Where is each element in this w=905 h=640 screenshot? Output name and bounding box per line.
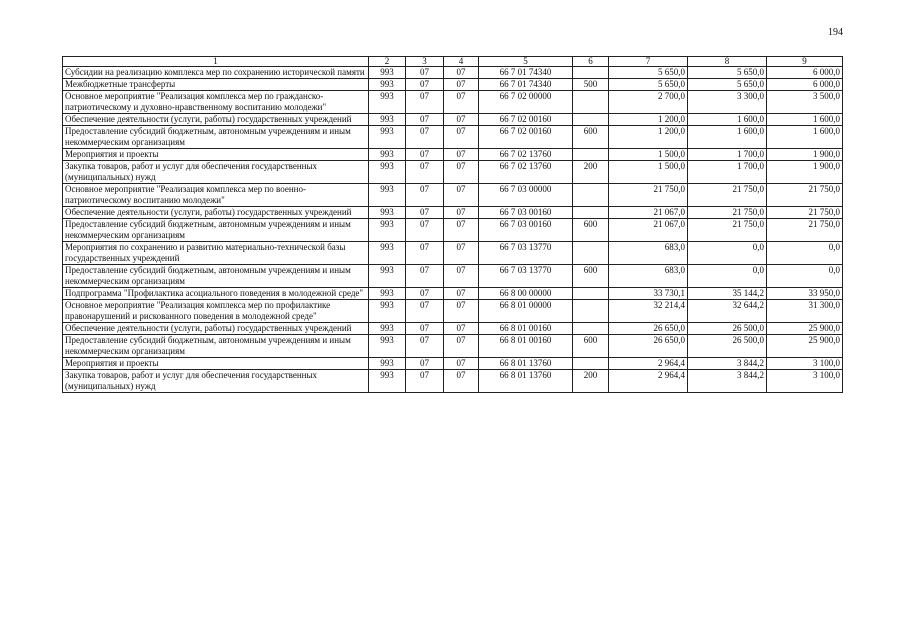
- expense-type-cell: [573, 184, 609, 207]
- amount-col7-cell: 1 200,0: [609, 114, 688, 126]
- target-article-cell: 66 8 01 00160: [479, 335, 573, 358]
- expense-type-cell: 200: [573, 370, 609, 393]
- expense-type-cell: 200: [573, 161, 609, 184]
- amount-col7-cell: 21 067,0: [609, 219, 688, 242]
- amount-col8-cell: 1 600,0: [688, 126, 767, 149]
- section-code-cell: 07: [406, 207, 444, 219]
- amount-col7-cell: 32 214,4: [609, 300, 688, 323]
- table-row: [63, 370, 843, 393]
- amount-col9-cell: 1 900,0: [767, 149, 843, 161]
- header-cell: 5: [479, 57, 573, 67]
- amount-col7-cell: 5 650,0: [609, 79, 688, 91]
- expense-type-cell: [573, 67, 609, 79]
- row-name-cell: Основное мероприятие "Реализация комплекса мер по военно-патриотическому воспитанию молодежи": [63, 184, 369, 207]
- amount-col9-cell: 0,0: [767, 265, 843, 288]
- target-article-cell: 66 8 00 00000: [479, 288, 573, 300]
- budget-table: [62, 56, 843, 393]
- target-article-cell: 66 7 02 00160: [479, 126, 573, 149]
- row-name-cell: Обеспечение деятельности (услуги, работы) государственных учреждений: [63, 114, 369, 126]
- amount-col8-cell: 3 300,0: [688, 91, 767, 114]
- subsection-code-cell: 07: [444, 207, 479, 219]
- section-code-cell: 07: [406, 161, 444, 184]
- ministry-code-cell: 993: [369, 149, 406, 161]
- subsection-code-cell: 07: [444, 219, 479, 242]
- section-code-cell: 07: [406, 242, 444, 265]
- ministry-code-cell: 993: [369, 370, 406, 393]
- table-row: [63, 67, 843, 79]
- header-cell: 7: [609, 57, 688, 67]
- amount-col7-cell: 683,0: [609, 242, 688, 265]
- ministry-code-cell: 993: [369, 265, 406, 288]
- amount-col7-cell: 683,0: [609, 265, 688, 288]
- section-code-cell: 07: [406, 370, 444, 393]
- ministry-code-cell: 993: [369, 335, 406, 358]
- amount-col7-cell: 1 500,0: [609, 149, 688, 161]
- amount-col9-cell: 0,0: [767, 242, 843, 265]
- subsection-code-cell: 07: [444, 149, 479, 161]
- expense-type-cell: [573, 91, 609, 114]
- amount-col8-cell: 0,0: [688, 242, 767, 265]
- subsection-code-cell: 07: [444, 67, 479, 79]
- section-code-cell: 07: [406, 335, 444, 358]
- amount-col7-cell: 2 964,4: [609, 370, 688, 393]
- ministry-code-cell: 993: [369, 67, 406, 79]
- amount-col9-cell: 3 100,0: [767, 370, 843, 393]
- target-article-cell: 66 7 02 13760: [479, 161, 573, 184]
- amount-col9-cell: 25 900,0: [767, 335, 843, 358]
- amount-col8-cell: 1 600,0: [688, 114, 767, 126]
- amount-col7-cell: 21 750,0: [609, 184, 688, 207]
- section-code-cell: 07: [406, 184, 444, 207]
- ministry-code-cell: 993: [369, 161, 406, 184]
- amount-col8-cell: 26 500,0: [688, 323, 767, 335]
- subsection-code-cell: 07: [444, 370, 479, 393]
- ministry-code-cell: 993: [369, 79, 406, 91]
- row-name-cell: Основное мероприятие "Реализация комплекса мер по гражданско-патриотическому и духовно-нравственному воспитанию молодежи": [63, 91, 369, 114]
- table-row: [63, 288, 843, 300]
- amount-col8-cell: 3 844,2: [688, 358, 767, 370]
- amount-col8-cell: 3 844,2: [688, 370, 767, 393]
- subsection-code-cell: 07: [444, 300, 479, 323]
- amount-col9-cell: 1 600,0: [767, 114, 843, 126]
- header-cell: 3: [406, 57, 444, 67]
- row-name-cell: Предоставление субсидий бюджетным, автономным учреждениям и иным некоммерческим организациям: [63, 126, 369, 149]
- amount-col9-cell: 3 100,0: [767, 358, 843, 370]
- row-name-cell: Предоставление субсидий бюджетным, автономным учреждениям и иным некоммерческим организациям: [63, 265, 369, 288]
- ministry-code-cell: 993: [369, 184, 406, 207]
- subsection-code-cell: 07: [444, 161, 479, 184]
- row-name-cell: Подпрограмма "Профилактика асоциального поведения в молодежной среде": [63, 288, 369, 300]
- section-code-cell: 07: [406, 323, 444, 335]
- row-name-cell: Закупка товаров, работ и услуг для обеспечения государственных (муниципальных) нужд: [63, 161, 369, 184]
- row-name-cell: Предоставление субсидий бюджетным, автономным учреждениям и иным некоммерческим организациям: [63, 335, 369, 358]
- header-cell: 1: [63, 57, 369, 67]
- amount-col8-cell: 1 700,0: [688, 149, 767, 161]
- amount-col9-cell: 1 600,0: [767, 126, 843, 149]
- row-name-cell: Основное мероприятие "Реализация комплекса мер по профилактике правонарушений и рискованного поведения в молодежной среде": [63, 300, 369, 323]
- subsection-code-cell: 07: [444, 114, 479, 126]
- amount-col7-cell: 5 650,0: [609, 67, 688, 79]
- target-article-cell: 66 7 03 13770: [479, 265, 573, 288]
- table-row: [63, 126, 843, 149]
- target-article-cell: 66 7 02 00160: [479, 114, 573, 126]
- table-body: [63, 67, 843, 393]
- ministry-code-cell: 993: [369, 358, 406, 370]
- section-code-cell: 07: [406, 91, 444, 114]
- table-row: [63, 184, 843, 207]
- subsection-code-cell: 07: [444, 265, 479, 288]
- ministry-code-cell: 993: [369, 114, 406, 126]
- table-row: [63, 323, 843, 335]
- expense-type-cell: 500: [573, 79, 609, 91]
- section-code-cell: 07: [406, 300, 444, 323]
- amount-col9-cell: 31 300,0: [767, 300, 843, 323]
- table-row: [63, 219, 843, 242]
- amount-col7-cell: 2 700,0: [609, 91, 688, 114]
- target-article-cell: 66 7 03 13770: [479, 242, 573, 265]
- amount-col7-cell: 33 730,1: [609, 288, 688, 300]
- amount-col8-cell: 0,0: [688, 265, 767, 288]
- table-row: [63, 335, 843, 358]
- ministry-code-cell: 993: [369, 207, 406, 219]
- table-row: [63, 358, 843, 370]
- table-row: [63, 91, 843, 114]
- amount-col8-cell: 26 500,0: [688, 335, 767, 358]
- amount-col9-cell: 21 750,0: [767, 207, 843, 219]
- table-row: [63, 114, 843, 126]
- amount-col7-cell: 21 067,0: [609, 207, 688, 219]
- section-code-cell: 07: [406, 114, 444, 126]
- ministry-code-cell: 993: [369, 91, 406, 114]
- row-name-cell: Закупка товаров, работ и услуг для обеспечения государственных (муниципальных) нужд: [63, 370, 369, 393]
- expense-type-cell: [573, 149, 609, 161]
- expense-type-cell: [573, 242, 609, 265]
- amount-col8-cell: 32 644,2: [688, 300, 767, 323]
- subsection-code-cell: 07: [444, 184, 479, 207]
- expense-type-cell: [573, 300, 609, 323]
- amount-col9-cell: 6 000,0: [767, 79, 843, 91]
- amount-col9-cell: 33 950,0: [767, 288, 843, 300]
- row-name-cell: Субсидии на реализацию комплекса мер по сохранению исторической памяти: [63, 67, 369, 79]
- header-cell: 9: [767, 57, 843, 67]
- ministry-code-cell: 993: [369, 219, 406, 242]
- amount-col8-cell: 21 750,0: [688, 207, 767, 219]
- header-cell: 8: [688, 57, 767, 67]
- amount-col9-cell: 21 750,0: [767, 219, 843, 242]
- amount-col8-cell: 35 144,2: [688, 288, 767, 300]
- amount-col8-cell: 21 750,0: [688, 184, 767, 207]
- section-code-cell: 07: [406, 67, 444, 79]
- amount-col9-cell: 6 000,0: [767, 67, 843, 79]
- section-code-cell: 07: [406, 149, 444, 161]
- table-row: [63, 161, 843, 184]
- row-name-cell: Мероприятия по сохранению и развитию материально-технической базы государственных учреждений: [63, 242, 369, 265]
- subsection-code-cell: 07: [444, 79, 479, 91]
- ministry-code-cell: 993: [369, 288, 406, 300]
- amount-col8-cell: 5 650,0: [688, 67, 767, 79]
- amount-col9-cell: 3 500,0: [767, 91, 843, 114]
- expense-type-cell: [573, 323, 609, 335]
- row-name-cell: Предоставление субсидий бюджетным, автономным учреждениям и иным некоммерческим организациям: [63, 219, 369, 242]
- amount-col8-cell: 21 750,0: [688, 219, 767, 242]
- amount-col7-cell: 2 964,4: [609, 358, 688, 370]
- header-cell: 2: [369, 57, 406, 67]
- subsection-code-cell: 07: [444, 335, 479, 358]
- target-article-cell: 66 7 03 00160: [479, 219, 573, 242]
- subsection-code-cell: 07: [444, 358, 479, 370]
- subsection-code-cell: 07: [444, 288, 479, 300]
- table-row: [63, 265, 843, 288]
- ministry-code-cell: 993: [369, 126, 406, 149]
- header-row: [63, 57, 843, 67]
- table-row: [63, 300, 843, 323]
- expense-type-cell: [573, 114, 609, 126]
- section-code-cell: 07: [406, 288, 444, 300]
- amount-col9-cell: 25 900,0: [767, 323, 843, 335]
- amount-col7-cell: 1 200,0: [609, 126, 688, 149]
- ministry-code-cell: 993: [369, 242, 406, 265]
- table-row: [63, 207, 843, 219]
- amount-col8-cell: 5 650,0: [688, 79, 767, 91]
- table-row: [63, 242, 843, 265]
- target-article-cell: 66 7 02 00000: [479, 91, 573, 114]
- target-article-cell: 66 8 01 00160: [479, 323, 573, 335]
- expense-type-cell: 600: [573, 126, 609, 149]
- target-article-cell: 66 7 02 13760: [479, 149, 573, 161]
- expense-type-cell: 600: [573, 219, 609, 242]
- amount-col8-cell: 1 700,0: [688, 161, 767, 184]
- amount-col7-cell: 26 650,0: [609, 323, 688, 335]
- page-number: 194: [828, 27, 843, 38]
- subsection-code-cell: 07: [444, 242, 479, 265]
- target-article-cell: 66 7 01 74340: [479, 79, 573, 91]
- target-article-cell: 66 8 01 00000: [479, 300, 573, 323]
- subsection-code-cell: 07: [444, 126, 479, 149]
- subsection-code-cell: 07: [444, 323, 479, 335]
- expense-type-cell: [573, 207, 609, 219]
- subsection-code-cell: 07: [444, 91, 479, 114]
- amount-col7-cell: 26 650,0: [609, 335, 688, 358]
- target-article-cell: 66 7 03 00000: [479, 184, 573, 207]
- target-article-cell: 66 8 01 13760: [479, 370, 573, 393]
- section-code-cell: 07: [406, 358, 444, 370]
- header-cell: 6: [573, 57, 609, 67]
- amount-col9-cell: 1 900,0: [767, 161, 843, 184]
- ministry-code-cell: 993: [369, 323, 406, 335]
- header-cell: 4: [444, 57, 479, 67]
- section-code-cell: 07: [406, 126, 444, 149]
- row-name-cell: Межбюджетные трансферты: [63, 79, 369, 91]
- row-name-cell: Обеспечение деятельности (услуги, работы) государственных учреждений: [63, 207, 369, 219]
- ministry-code-cell: 993: [369, 300, 406, 323]
- target-article-cell: 66 7 01 74340: [479, 67, 573, 79]
- section-code-cell: 07: [406, 79, 444, 91]
- section-code-cell: 07: [406, 219, 444, 242]
- amount-col9-cell: 21 750,0: [767, 184, 843, 207]
- target-article-cell: 66 8 01 13760: [479, 358, 573, 370]
- expense-type-cell: 600: [573, 265, 609, 288]
- row-name-cell: Мероприятия и проекты: [63, 358, 369, 370]
- expense-type-cell: 600: [573, 335, 609, 358]
- target-article-cell: 66 7 03 00160: [479, 207, 573, 219]
- table-row: [63, 79, 843, 91]
- section-code-cell: 07: [406, 265, 444, 288]
- row-name-cell: Мероприятия и проекты: [63, 149, 369, 161]
- expense-type-cell: [573, 358, 609, 370]
- amount-col7-cell: 1 500,0: [609, 161, 688, 184]
- expense-type-cell: [573, 288, 609, 300]
- table-row: [63, 149, 843, 161]
- row-name-cell: Обеспечение деятельности (услуги, работы) государственных учреждений: [63, 323, 369, 335]
